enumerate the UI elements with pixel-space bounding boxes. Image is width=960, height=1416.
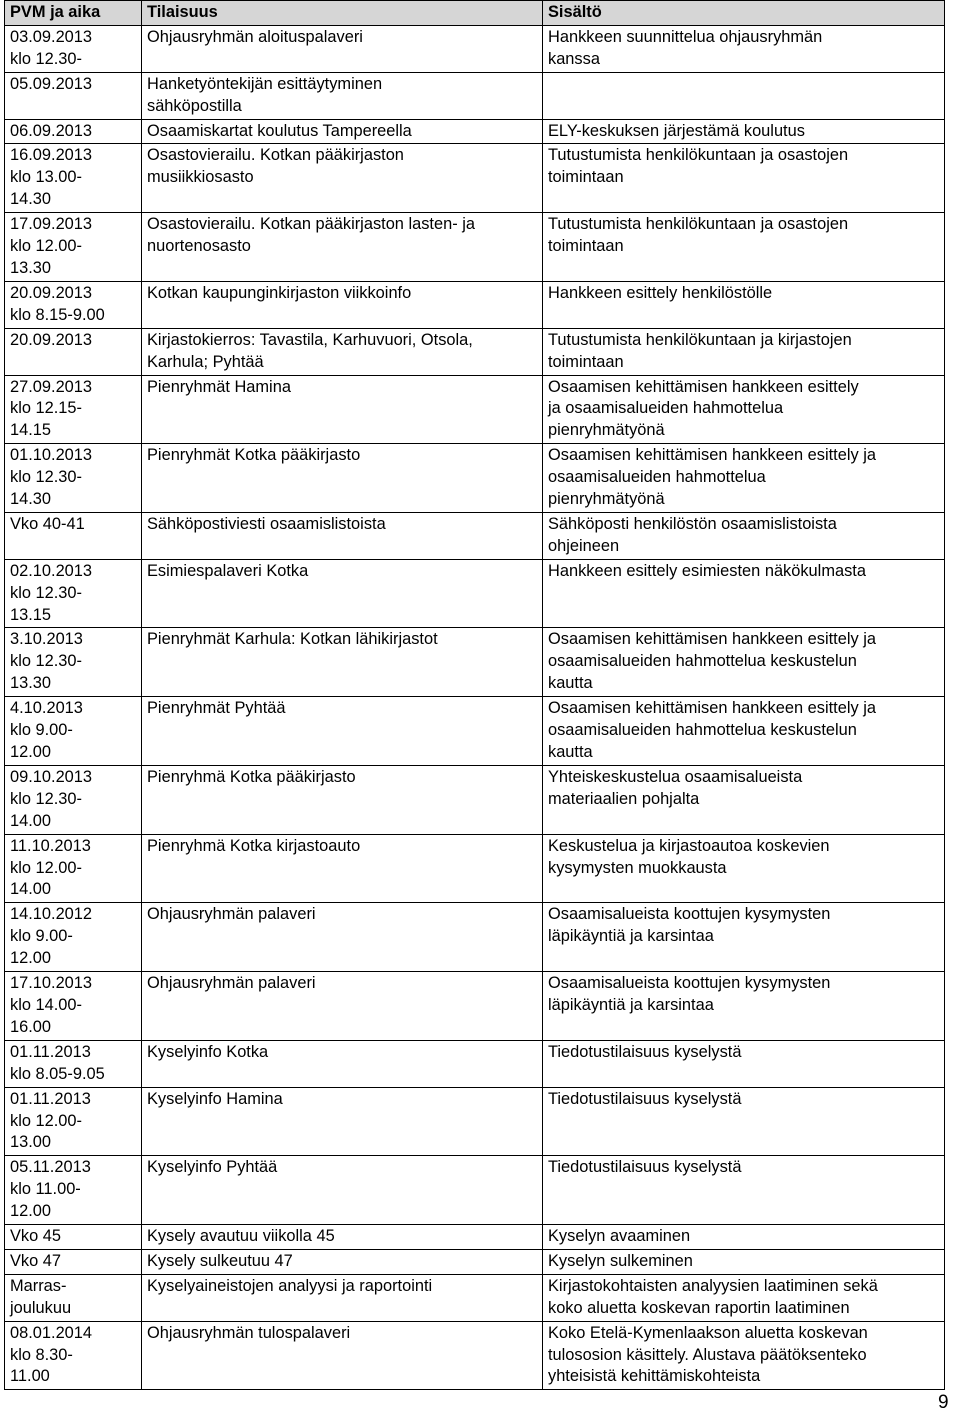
table-row [5, 559, 945, 628]
content-cell: Hankkeen esittely henkilöstölle [543, 281, 945, 328]
content-cell: Koko Etelä-Kymenlaakson aluetta koskevan tulososion käsittely. Alustava päätöksenteko yhteisistä kehittämiskohteista [543, 1321, 945, 1390]
event-cell: Hanketyöntekijän esittäytyminen sähköpostilla [142, 72, 543, 119]
content-cell: Tutustumista henkilökuntaan ja osastojen toimintaan [543, 144, 945, 213]
table-row [5, 628, 945, 697]
date-cell: Marras- joulukuu [5, 1274, 142, 1321]
table-row [5, 1040, 945, 1087]
table-row [5, 72, 945, 119]
event-cell: Osaamiskartat koulutus Tampereella [142, 119, 543, 144]
event-cell: Pienryhmät Hamina [142, 375, 543, 444]
event-cell: Ohjausryhmän aloituspalaveri [142, 25, 543, 72]
event-cell: Kyselyaineistojen analyysi ja raportointi [142, 1274, 543, 1321]
content-cell: Osaamisen kehittämisen hankkeen esittely ja osaamisalueiden hahmottelua pienryhmätyönä [543, 375, 945, 444]
table-row [5, 1321, 945, 1390]
header-event: Tilaisuus [142, 1, 543, 26]
content-cell: Hankkeen suunnittelua ohjausryhmän kanssa [543, 25, 945, 72]
content-cell: ELY-keskuksen järjestämä koulutus [543, 119, 945, 144]
table-row [5, 375, 945, 444]
header-row [5, 1, 945, 26]
event-cell: Kyselyinfo Kotka [142, 1040, 543, 1087]
date-cell: 14.10.2012 klo 9.00- 12.00 [5, 903, 142, 972]
content-cell: Kyselyn avaaminen [543, 1225, 945, 1250]
event-cell: Ohjausryhmän palaveri [142, 903, 543, 972]
table-row [5, 444, 945, 513]
date-cell: 06.09.2013 [5, 119, 142, 144]
schedule-table [4, 0, 945, 1390]
content-cell: Tiedotustilaisuus kyselystä [543, 1087, 945, 1156]
event-cell: Kyselyinfo Hamina [142, 1087, 543, 1156]
event-cell: Pienryhmä Kotka kirjastoauto [142, 834, 543, 903]
date-cell: 01.11.2013 klo 8.05-9.05 [5, 1040, 142, 1087]
table-row [5, 903, 945, 972]
date-cell: 20.09.2013 klo 8.15-9.00 [5, 281, 142, 328]
event-cell: Osastovierailu. Kotkan pääkirjaston musiikkiosasto [142, 144, 543, 213]
date-cell: Vko 45 [5, 1225, 142, 1250]
event-cell: Esimiespalaveri Kotka [142, 559, 543, 628]
date-cell: 01.11.2013 klo 12.00- 13.00 [5, 1087, 142, 1156]
date-cell: 05.11.2013 klo 11.00- 12.00 [5, 1156, 142, 1225]
event-cell: Sähköpostiviesti osaamislistoista [142, 512, 543, 559]
event-cell: Kysely sulkeutuu 47 [142, 1249, 543, 1274]
content-cell: Tiedotustilaisuus kyselystä [543, 1040, 945, 1087]
event-cell: Kotkan kaupunginkirjaston viikkoinfo [142, 281, 543, 328]
table-row [5, 765, 945, 834]
event-cell: Kirjastokierros: Tavastila, Karhuvuori, Otsola, Karhula; Pyhtää [142, 328, 543, 375]
event-cell: Pienryhmät Pyhtää [142, 697, 543, 766]
table-row [5, 144, 945, 213]
date-cell: Vko 47 [5, 1249, 142, 1274]
table-row [5, 1225, 945, 1250]
table-row [5, 512, 945, 559]
content-cell: Osaamisalueista koottujen kysymysten läpikäyntiä ja karsintaa [543, 903, 945, 972]
content-cell: Hankkeen esittely esimiesten näkökulmasta [543, 559, 945, 628]
event-cell: Ohjausryhmän tulospalaveri [142, 1321, 543, 1390]
event-cell: Osastovierailu. Kotkan pääkirjaston lasten- ja nuortenosasto [142, 213, 543, 282]
content-cell: Osaamisen kehittämisen hankkeen esittely ja osaamisalueiden hahmottelua keskustelun kautta [543, 628, 945, 697]
event-cell: Ohjausryhmän palaveri [142, 972, 543, 1041]
table-row [5, 1274, 945, 1321]
content-cell: Tutustumista henkilökuntaan ja osastojen toimintaan [543, 213, 945, 282]
content-cell: Sähköposti henkilöstön osaamislistoista ohjeineen [543, 512, 945, 559]
table-row [5, 1249, 945, 1274]
table-row [5, 281, 945, 328]
table-row [5, 1156, 945, 1225]
table-row [5, 972, 945, 1041]
content-cell: Osaamisalueista koottujen kysymysten läpikäyntiä ja karsintaa [543, 972, 945, 1041]
content-cell: Kyselyn sulkeminen [543, 1249, 945, 1274]
date-cell: 05.09.2013 [5, 72, 142, 119]
date-cell: 17.10.2013 klo 14.00- 16.00 [5, 972, 142, 1041]
date-cell: 20.09.2013 [5, 328, 142, 375]
table-row [5, 1087, 945, 1156]
date-cell: 4.10.2013 klo 9.00- 12.00 [5, 697, 142, 766]
content-cell: Osaamisen kehittämisen hankkeen esittely ja osaamisalueiden hahmottelua keskustelun kautta [543, 697, 945, 766]
event-cell: Pienryhmä Kotka pääkirjasto [142, 765, 543, 834]
content-cell: Tutustumista henkilökuntaan ja kirjastojen toimintaan [543, 328, 945, 375]
date-cell: 16.09.2013 klo 13.00- 14.30 [5, 144, 142, 213]
page-number: 9 [938, 1392, 949, 1413]
content-cell: Tiedotustilaisuus kyselystä [543, 1156, 945, 1225]
table-row [5, 213, 945, 282]
content-cell: Osaamisen kehittämisen hankkeen esittely ja osaamisalueiden hahmottelua pienryhmätyönä [543, 444, 945, 513]
date-cell: 08.01.2014 klo 8.30- 11.00 [5, 1321, 142, 1390]
event-cell: Kysely avautuu viikolla 45 [142, 1225, 543, 1250]
date-cell: Vko 40-41 [5, 512, 142, 559]
event-cell: Pienryhmät Karhula: Kotkan lähikirjastot [142, 628, 543, 697]
content-cell: Kirjastokohtaisten analyysien laatiminen sekä koko aluetta koskevan raportin laatiminen [543, 1274, 945, 1321]
content-cell: Yhteiskeskustelua osaamisalueista materiaalien pohjalta [543, 765, 945, 834]
table-row [5, 119, 945, 144]
date-cell: 01.10.2013 klo 12.30- 14.30 [5, 444, 142, 513]
event-cell: Pienryhmät Kotka pääkirjasto [142, 444, 543, 513]
date-cell: 03.09.2013 klo 12.30- [5, 25, 142, 72]
table-row [5, 834, 945, 903]
table-row [5, 328, 945, 375]
content-cell: Keskustelua ja kirjastoautoa koskevien kysymysten muokkausta [543, 834, 945, 903]
date-cell: 3.10.2013 klo 12.30- 13.30 [5, 628, 142, 697]
date-cell: 11.10.2013 klo 12.00- 14.00 [5, 834, 142, 903]
table-row [5, 697, 945, 766]
header-content: Sisältö [543, 1, 945, 26]
date-cell: 09.10.2013 klo 12.30- 14.00 [5, 765, 142, 834]
table-row [5, 25, 945, 72]
date-cell: 02.10.2013 klo 12.30- 13.15 [5, 559, 142, 628]
event-cell: Kyselyinfo Pyhtää [142, 1156, 543, 1225]
date-cell: 27.09.2013 klo 12.15- 14.15 [5, 375, 142, 444]
date-cell: 17.09.2013 klo 12.00- 13.30 [5, 213, 142, 282]
content-cell [543, 72, 945, 119]
header-date: PVM ja aika [5, 1, 142, 26]
